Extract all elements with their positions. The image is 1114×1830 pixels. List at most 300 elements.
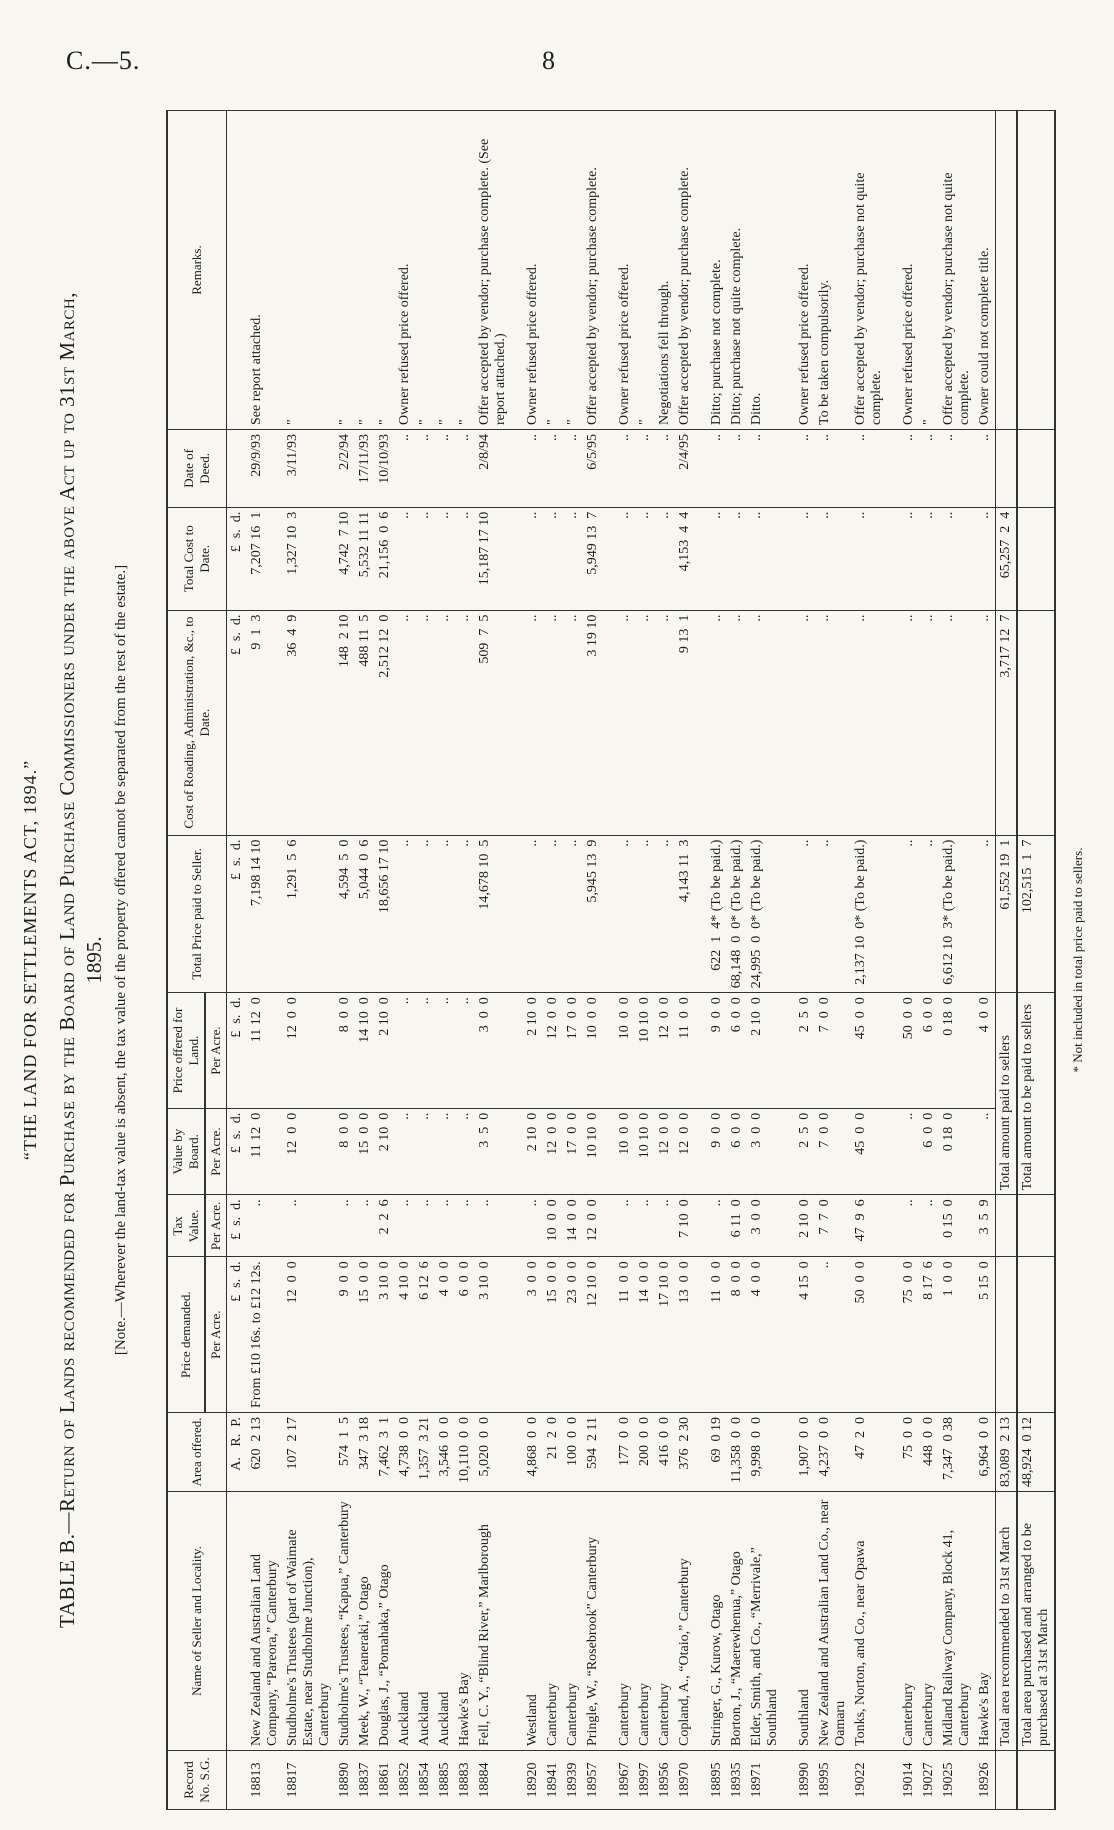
table-year: 1895. — [82, 936, 106, 984]
date-of-deed: .. — [615, 430, 635, 508]
price-offered: 12 0 0 — [655, 993, 675, 1109]
seller-name: Tonks, Norton, and Co., near Opawa — [851, 1492, 887, 1751]
record-number: 18884 — [475, 1751, 511, 1810]
total-amount: 61,552 19 1 — [996, 835, 1018, 993]
price-demanded: 11 0 0 — [707, 1257, 727, 1413]
area-offered: 4,868 0 0 — [523, 1413, 543, 1492]
money-units: £ s. d. — [227, 835, 248, 993]
total-row-purchased — [1017, 111, 1055, 1810]
table-row — [975, 111, 996, 1810]
total-cost: 5,949 13 7 — [583, 507, 603, 610]
record-number: 18885 — [435, 1751, 455, 1810]
header-per-acre: Per Acre. — [205, 1108, 227, 1195]
seller-name: Canterbury — [543, 1492, 563, 1751]
date-of-deed: .. — [815, 430, 851, 508]
area-offered: 347 3 18 — [355, 1413, 375, 1492]
total-price: 622 1 4* (To be paid.) — [707, 835, 727, 993]
total-price: 68,148 0 0* (To be paid.) — [727, 835, 747, 993]
total-cost: .. — [975, 507, 996, 610]
price-offered: 8 0 0 — [335, 993, 355, 1109]
seller-name: Canterbury — [635, 1492, 655, 1751]
total-cost: .. — [395, 507, 415, 610]
date-of-deed: .. — [851, 430, 887, 508]
record-number: 19022 — [851, 1751, 887, 1810]
total-cost: 5,532 11 11 — [355, 507, 375, 610]
header-date-deed: Date of Deed. — [167, 430, 227, 508]
area-offered: 47 2 0 — [851, 1413, 887, 1492]
tax-value: .. — [919, 1195, 939, 1257]
remarks: " — [283, 111, 335, 430]
record-number: 18861 — [375, 1751, 395, 1810]
record-number: 18941 — [543, 1751, 563, 1810]
header-area: Area offered. — [167, 1413, 227, 1492]
tax-value: .. — [655, 1195, 675, 1257]
header-total-price: Total Price paid to Seller. — [167, 835, 227, 993]
page-code: C.—5. — [66, 46, 141, 75]
record-number: 18813 — [247, 1751, 283, 1810]
value-by-board: .. — [975, 1108, 996, 1195]
date-of-deed: .. — [415, 430, 435, 508]
table-row — [815, 111, 851, 1810]
table-row — [247, 111, 283, 1810]
area-offered: 7,462 3 1 — [375, 1413, 395, 1492]
remarks: To be taken compulsorily. — [815, 111, 851, 430]
record-number: 18957 — [583, 1751, 603, 1810]
area-offered: 7,347 0 38 — [939, 1413, 975, 1492]
total-price: 7,198 14 10 — [247, 835, 283, 993]
value-by-board: .. — [899, 1108, 919, 1195]
value-by-board: 17 0 0 — [563, 1108, 583, 1195]
total-price: .. — [655, 835, 675, 993]
total-cost: 7,207 16 1 — [247, 507, 283, 610]
price-offered: 10 0 0 — [615, 993, 635, 1109]
seller-name: Studholme's Trustees, “Kapua,” Canterbury — [335, 1492, 355, 1751]
price-demanded: 11 0 0 — [615, 1257, 635, 1413]
record-number: 18939 — [563, 1751, 583, 1810]
price-offered: .. — [395, 993, 415, 1109]
total-cost: 15,187 17 10 — [475, 507, 511, 610]
price-demanded: 4 10 0 — [395, 1257, 415, 1413]
cost-roading: .. — [523, 610, 543, 835]
table-title — [55, 110, 80, 1810]
record-number: 18920 — [523, 1751, 543, 1810]
price-demanded: 75 0 0 — [899, 1257, 919, 1413]
price-demanded: 6 12 6 — [415, 1257, 435, 1413]
table-row — [455, 111, 475, 1810]
remarks: Ditto; purchase not complete. — [707, 111, 727, 430]
total-amount-label: Total amount to be paid to sellers — [1017, 993, 1055, 1195]
area-offered: 5,020 0 0 — [475, 1413, 511, 1492]
price-demanded: 8 0 0 — [727, 1257, 747, 1413]
value-by-board: .. — [395, 1108, 415, 1195]
price-offered: 45 0 0 — [851, 993, 887, 1109]
price-offered: 2 5 0 — [795, 993, 815, 1109]
value-by-board: 12 0 0 — [675, 1108, 695, 1195]
date-of-deed: .. — [435, 430, 455, 508]
tax-value: 47 9 6 — [851, 1195, 887, 1257]
price-offered: 10 0 0 — [583, 993, 603, 1109]
area-offered: 9,998 0 0 — [747, 1413, 783, 1492]
table-row — [655, 111, 675, 1810]
seller-name: Elder, Smith, and Co., “Merrivale,” Southland — [747, 1492, 783, 1751]
cost-roading: .. — [395, 610, 415, 835]
seller-name: Canterbury — [899, 1492, 919, 1751]
cost-roading: .. — [543, 610, 563, 835]
record-number: 18895 — [707, 1751, 727, 1810]
tax-value: 12 0 0 — [583, 1195, 603, 1257]
area-offered: 4,738 0 0 — [395, 1413, 415, 1492]
remarks: Owner refused price offered. — [523, 111, 543, 430]
tax-value: 2 10 0 — [795, 1195, 815, 1257]
cost-roading: .. — [899, 610, 919, 835]
row-gap — [783, 111, 795, 1810]
area-offered: 448 0 0 — [919, 1413, 939, 1492]
date-of-deed: 2/2/94 — [335, 430, 355, 508]
table-row — [375, 111, 395, 1810]
price-demanded: 4 0 0 — [435, 1257, 455, 1413]
price-offered: 10 10 0 — [635, 993, 655, 1109]
value-by-board: 9 0 0 — [707, 1108, 727, 1195]
price-offered: .. — [415, 993, 435, 1109]
units-row — [227, 111, 248, 1810]
area-offered: 594 2 11 — [583, 1413, 603, 1492]
table-row — [727, 111, 747, 1810]
price-offered: 6 0 0 — [919, 993, 939, 1109]
tax-value: .. — [435, 1195, 455, 1257]
seller-name: Copland, A., “Otaio,” Canterbury — [675, 1492, 695, 1751]
value-by-board: .. — [415, 1108, 435, 1195]
date-of-deed: .. — [795, 430, 815, 508]
date-of-deed: 6/5/95 — [583, 430, 603, 508]
cost-roading: .. — [975, 610, 996, 835]
seller-name: Canterbury — [563, 1492, 583, 1751]
money-units: £ s. d. — [227, 1195, 248, 1257]
date-of-deed: 2/4/95 — [675, 430, 695, 508]
tax-value: 7 10 0 — [675, 1195, 695, 1257]
cost-roading: .. — [727, 610, 747, 835]
price-demanded: 14 0 0 — [635, 1257, 655, 1413]
price-offered: 2 10 0 — [523, 993, 543, 1109]
total-price: .. — [415, 835, 435, 993]
total-roading: 3,717 12 7 — [996, 610, 1018, 835]
total-price: .. — [563, 835, 583, 993]
value-by-board: 2 10 0 — [375, 1108, 395, 1195]
price-demanded: 23 0 0 — [563, 1257, 583, 1413]
total-row-recommended — [996, 111, 1018, 1810]
record-number: 18956 — [655, 1751, 675, 1810]
record-number: 18837 — [355, 1751, 375, 1810]
total-cost: .. — [655, 507, 675, 610]
price-demanded: From £10 16s. to £12 12s. — [247, 1257, 283, 1413]
area-offered: 177 0 0 — [615, 1413, 635, 1492]
cost-roading: .. — [435, 610, 455, 835]
table-row — [563, 111, 583, 1810]
tax-value: 3 0 0 — [747, 1195, 783, 1257]
cost-roading: .. — [615, 610, 635, 835]
price-demanded: 17 10 0 — [655, 1257, 675, 1413]
tax-value: .. — [707, 1195, 727, 1257]
tax-value: .. — [523, 1195, 543, 1257]
total-price: .. — [455, 835, 475, 993]
header-total-cost: Total Cost to Date. — [167, 507, 227, 610]
area-offered: 416 0 0 — [655, 1413, 675, 1492]
total-price: 1,291 5 6 — [283, 835, 335, 993]
area-offered: 376 2 30 — [675, 1413, 695, 1492]
cost-roading: 9 13 1 — [675, 610, 695, 835]
money-units: £ s. d. — [227, 610, 248, 835]
total-cost: .. — [523, 507, 543, 610]
total-price: .. — [975, 835, 996, 993]
tax-value: 14 0 0 — [563, 1195, 583, 1257]
value-by-board: 6 0 0 — [727, 1108, 747, 1195]
seller-name: Auckland — [415, 1492, 435, 1751]
footnote: * Not included in total price paid to sellers. — [1070, 847, 1085, 1073]
table-row — [615, 111, 635, 1810]
total-price: .. — [615, 835, 635, 993]
value-by-board: 12 0 0 — [655, 1108, 675, 1195]
tax-value: .. — [635, 1195, 655, 1257]
remarks: " — [543, 111, 563, 430]
total-price: 4,594 5 0 — [335, 835, 355, 993]
date-of-deed: .. — [727, 430, 747, 508]
price-demanded: 12 0 0 — [283, 1257, 335, 1413]
price-demanded: .. — [815, 1257, 851, 1413]
table-row — [395, 111, 415, 1810]
seller-name: Borton, J., “Maerewhenua,” Otago — [727, 1492, 747, 1751]
seller-name: Pringle, W., “Rosebrook” Canterbury — [583, 1492, 603, 1751]
date-of-deed: .. — [747, 430, 783, 508]
area-offered: 6,964 0 0 — [975, 1413, 996, 1492]
tax-value: .. — [355, 1195, 375, 1257]
total-cost: .. — [727, 507, 747, 610]
date-of-deed: .. — [899, 430, 919, 508]
header-per-acre: Per Acre. — [205, 993, 227, 1109]
total-price: .. — [435, 835, 455, 993]
price-demanded: 3 0 0 — [523, 1257, 543, 1413]
total-cost: .. — [615, 507, 635, 610]
money-units: £ s. d. — [227, 1257, 248, 1413]
remarks: Offer accepted by vendor; purchase not quite complete. — [851, 111, 887, 430]
record-number: 18883 — [455, 1751, 475, 1810]
price-demanded: 9 0 0 — [335, 1257, 355, 1413]
record-number: 18854 — [415, 1751, 435, 1810]
header-name: Name of Seller and Locality. — [167, 1492, 227, 1751]
value-by-board: 15 0 0 — [355, 1108, 375, 1195]
total-label: Total area recommended to 31st March — [996, 1492, 1018, 1751]
cost-roading: .. — [415, 610, 435, 835]
area-offered: 3,546 0 0 — [435, 1413, 455, 1492]
price-offered: 3 0 0 — [475, 993, 511, 1109]
total-price: .. — [395, 835, 415, 993]
price-offered: 9 0 0 — [707, 993, 727, 1109]
price-offered: 17 0 0 — [563, 993, 583, 1109]
price-offered: 7 0 0 — [815, 993, 851, 1109]
seller-name: New Zealand and Australian Land Co., near Oamaru — [815, 1492, 851, 1751]
table-body — [227, 111, 996, 1810]
total-price: 5,044 0 6 — [355, 835, 375, 993]
cost-roading: .. — [635, 610, 655, 835]
price-offered: .. — [455, 993, 475, 1109]
cost-roading: 36 4 9 — [283, 610, 335, 835]
price-demanded: 15 0 0 — [543, 1257, 563, 1413]
value-by-board: .. — [455, 1108, 475, 1195]
cost-roading: .. — [455, 610, 475, 835]
cost-roading: 488 11 5 — [355, 610, 375, 835]
date-of-deed: .. — [975, 430, 996, 508]
price-demanded: 12 10 0 — [583, 1257, 603, 1413]
total-price: .. — [795, 835, 815, 993]
total-price: .. — [899, 835, 919, 993]
date-of-deed: 10/10/93 — [375, 430, 395, 508]
remarks: Offer accepted by vendor; purchase complete. (See report attached.) — [475, 111, 511, 430]
remarks: Owner refused price offered. — [795, 111, 815, 430]
tax-value: .. — [247, 1195, 283, 1257]
value-by-board: 10 0 0 — [615, 1108, 635, 1195]
total-price: 14,678 10 5 — [475, 835, 511, 993]
tax-value: .. — [899, 1195, 919, 1257]
tax-value: 3 5 9 — [975, 1195, 996, 1257]
tax-value: .. — [395, 1195, 415, 1257]
date-of-deed: .. — [635, 430, 655, 508]
tax-value: 7 7 0 — [815, 1195, 851, 1257]
total-price: 4,143 11 3 — [675, 835, 695, 993]
price-offered: 50 0 0 — [899, 993, 919, 1109]
value-by-board: 7 0 0 — [815, 1108, 851, 1195]
date-of-deed: .. — [563, 430, 583, 508]
price-demanded: 4 0 0 — [747, 1257, 783, 1413]
price-demanded: 15 0 0 — [355, 1257, 375, 1413]
total-price: 5,945 13 9 — [583, 835, 603, 993]
record-number: 18995 — [815, 1751, 851, 1810]
price-demanded: 6 0 0 — [455, 1257, 475, 1413]
total-cost: .. — [435, 507, 455, 610]
record-number: 19027 — [919, 1751, 939, 1810]
area-offered: 574 1 5 — [335, 1413, 355, 1492]
table-row — [415, 111, 435, 1810]
record-number: 19014 — [899, 1751, 919, 1810]
header-price-offered: Price offered for Land. — [167, 993, 205, 1109]
date-of-deed: 29/9/93 — [247, 430, 283, 508]
table-row — [283, 111, 335, 1810]
table-note: [Note.—Wherever the land-tax value is absent, the tax value of the property offered cannot be separated from the rest of the estate.] — [113, 564, 129, 1356]
total-label: Total area purchased and arranged to be purchased at 31st March — [1017, 1492, 1055, 1751]
cost-roading: .. — [563, 610, 583, 835]
header-tax-value: Tax Value. — [167, 1195, 205, 1257]
remarks: " — [375, 111, 395, 430]
total-price: 18,656 17 10 — [375, 835, 395, 993]
money-units: £ s. d. — [227, 993, 248, 1109]
record-number: 18890 — [335, 1751, 355, 1810]
cost-roading: 148 2 10 — [335, 610, 355, 835]
date-of-deed: 17/11/93 — [355, 430, 375, 508]
area-offered: 11,358 0 0 — [727, 1413, 747, 1492]
table-row — [475, 111, 511, 1810]
table-prefix: TABLE B.— — [55, 1511, 79, 1628]
tax-value: 10 0 0 — [543, 1195, 563, 1257]
total-cost: .. — [415, 507, 435, 610]
price-offered: 0 18 0 — [939, 993, 975, 1109]
value-by-board: 3 5 0 — [475, 1108, 511, 1195]
price-demanded: 1 0 0 — [939, 1257, 975, 1413]
value-by-board: 12 0 0 — [543, 1108, 563, 1195]
table-title-text: Return of Lands recommended for Purchase by the Board of Land Purchase Commissioners under the above Act up to 31st March, — [55, 292, 79, 1512]
seller-name: New Zealand and Australian Land Company, “Pareora,” Canterbury — [247, 1492, 283, 1751]
price-offered: 11 0 0 — [675, 993, 695, 1109]
remarks: Ditto; purchase not quite complete. — [727, 111, 747, 430]
table-row — [919, 111, 939, 1810]
table-row — [939, 111, 975, 1810]
area-offered: 4,237 0 0 — [815, 1413, 851, 1492]
value-by-board: 45 0 0 — [851, 1108, 887, 1195]
value-by-board: .. — [435, 1108, 455, 1195]
tax-value: 2 2 6 — [375, 1195, 395, 1257]
record-number: 18997 — [635, 1751, 655, 1810]
total-cost: .. — [815, 507, 851, 610]
cost-roading: .. — [795, 610, 815, 835]
value-by-board: 2 10 0 — [523, 1108, 543, 1195]
header-value-by-board: Value by Board. — [167, 1108, 205, 1195]
seller-name: Studholme's Trustees (part of Waimate Estate, near Studholme Junction), Canterbury — [283, 1492, 335, 1751]
total-cost: .. — [899, 507, 919, 610]
remarks: " — [919, 111, 939, 430]
record-number: 18935 — [727, 1751, 747, 1810]
total-cost: .. — [635, 507, 655, 610]
price-offered: 11 12 0 — [247, 993, 283, 1109]
total-cost: .. — [543, 507, 563, 610]
total-price: 24,995 0 0* (To be paid.) — [747, 835, 783, 993]
seller-name: Douglas, J., “Pomahaka,” Otago — [375, 1492, 395, 1751]
table-row — [747, 111, 783, 1810]
table-row — [795, 111, 815, 1810]
record-number: 18971 — [747, 1751, 783, 1810]
remarks: " — [335, 111, 355, 430]
header-per-acre: Per Acre. — [205, 1195, 227, 1257]
table-row — [543, 111, 563, 1810]
table-row — [899, 111, 919, 1810]
date-of-deed: .. — [523, 430, 543, 508]
value-by-board: 11 12 0 — [247, 1108, 283, 1195]
area-offered: 21 2 0 — [543, 1413, 563, 1492]
price-offered: 4 0 0 — [975, 993, 996, 1109]
seller-name: Fell, C. Y., “Blind River,” Marlborough — [475, 1492, 511, 1751]
record-number: 18852 — [395, 1751, 415, 1810]
total-area: 48,924 0 12 — [1017, 1413, 1055, 1492]
tax-value: .. — [455, 1195, 475, 1257]
price-offered: 14 10 0 — [355, 993, 375, 1109]
total-cost: .. — [939, 507, 975, 610]
record-number: 18817 — [283, 1751, 335, 1810]
remarks: See report attached. — [247, 111, 283, 430]
table-row — [355, 111, 375, 1810]
remarks: " — [563, 111, 583, 430]
total-cost: .. — [851, 507, 887, 610]
remarks: Offer accepted by vendor; purchase complete. — [675, 111, 695, 430]
price-offered: 2 10 0 — [375, 993, 395, 1109]
remarks: Offer accepted by vendor; purchase not quite complete. — [939, 111, 975, 430]
header-remarks: Remarks. — [167, 111, 227, 430]
area-offered: 75 0 0 — [899, 1413, 919, 1492]
price-demanded: 4 15 0 — [795, 1257, 815, 1413]
record-number: 19025 — [939, 1751, 975, 1810]
row-gap — [887, 111, 899, 1810]
table-row — [851, 111, 887, 1810]
record-number: 18990 — [795, 1751, 815, 1810]
remarks: Negotiations fell through. — [655, 111, 675, 430]
total-cost: 65,257 2 4 — [996, 507, 1018, 610]
table-row — [675, 111, 695, 1810]
cost-roading: .. — [655, 610, 675, 835]
total-cost: 4,742 7 10 — [335, 507, 355, 610]
